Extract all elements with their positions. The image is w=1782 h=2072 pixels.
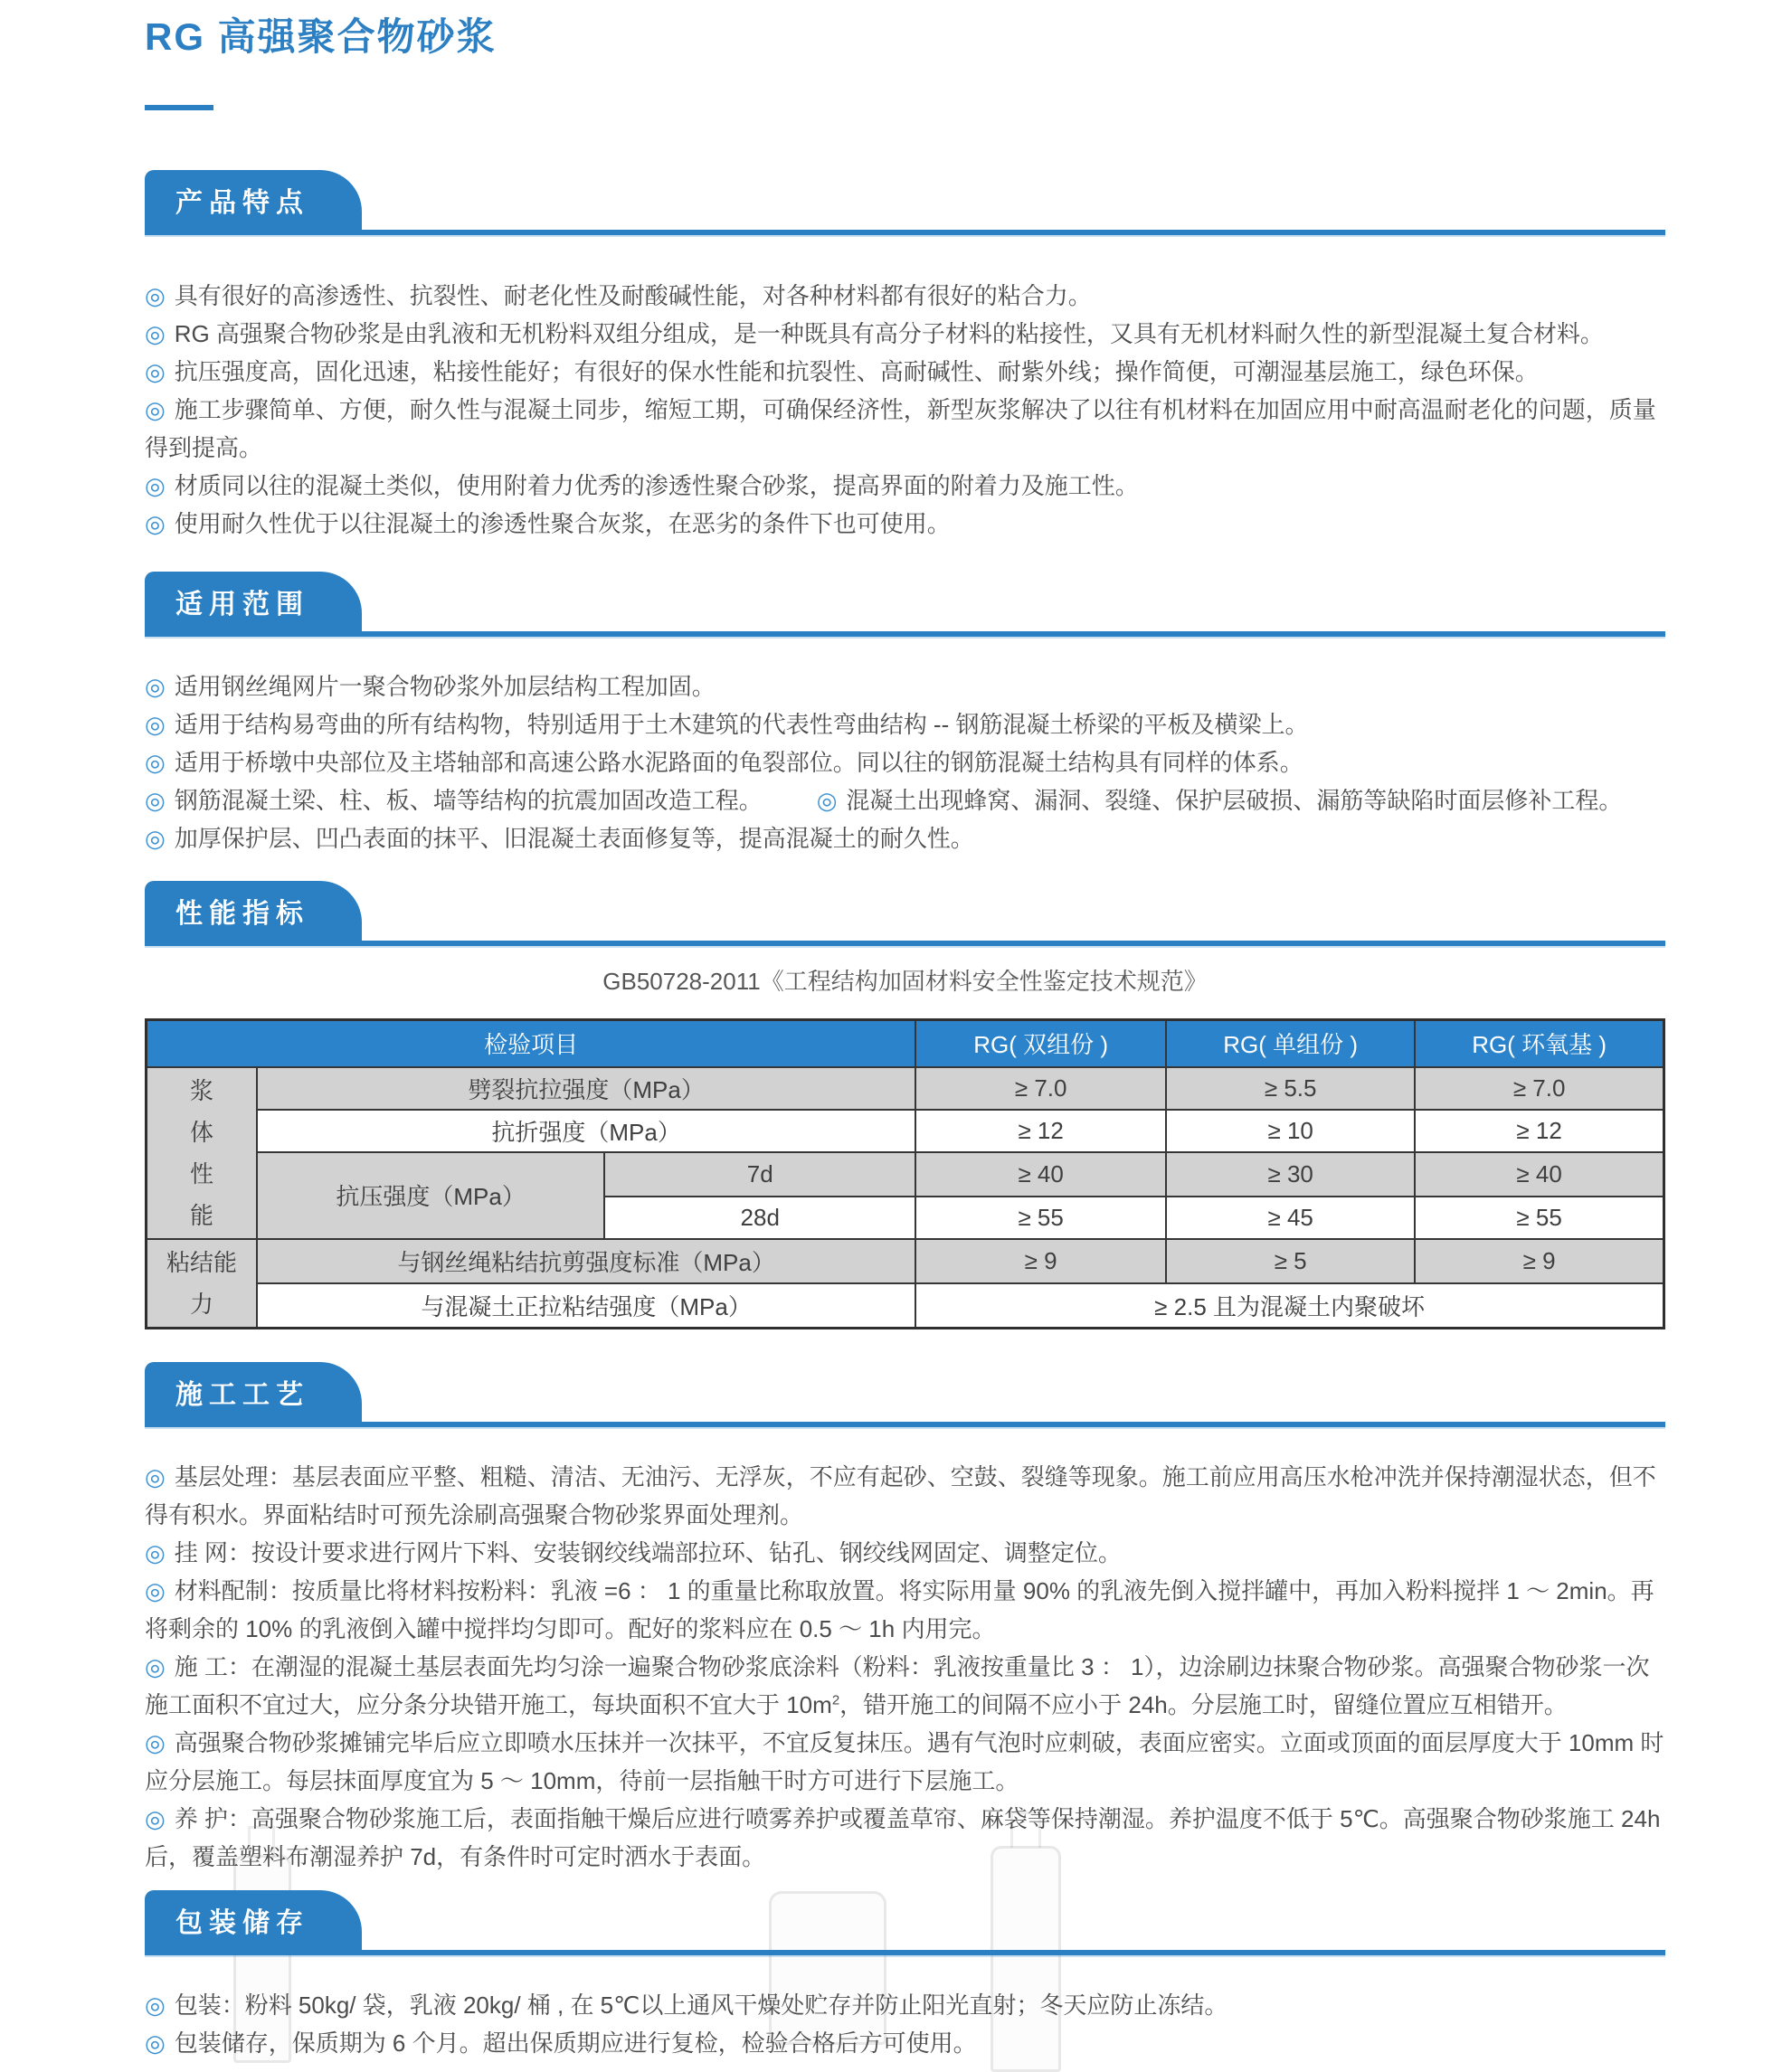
table-row <box>147 1152 1664 1197</box>
bullet-icon: ◎ <box>145 787 166 814</box>
list-item-text: 施 工：在潮湿的混凝土基层表面先均匀涂一遍聚合物砂浆底涂料（粉料：乳液按重量比 3 ： 1），边涂刷边抹聚合物砂浆。高强聚合物砂浆一次施工面积不宜过大，应分条分块错开施工，每块面积不宜大于 10m <box>145 1652 1650 1718</box>
list-item <box>145 1458 1665 1534</box>
table-cell-item: 与混凝土正拉粘结强度（MPa） <box>257 1283 915 1328</box>
table-cell-value: ≥ 40 <box>915 1152 1166 1197</box>
table-cell-value: ≥ 12 <box>915 1110 1166 1152</box>
bullet-icon: ◎ <box>145 472 166 499</box>
performance-table <box>145 1018 1665 1329</box>
column-header: RG( 单组份 ) <box>1166 1020 1415 1067</box>
list-item <box>145 1572 1665 1648</box>
section-scope <box>145 572 1665 857</box>
bullet-icon: ◎ <box>145 1538 166 1566</box>
section-header-features <box>145 170 1665 235</box>
table-cell-item: 抗折强度（MPa） <box>257 1110 915 1152</box>
section-process <box>145 1362 1665 1876</box>
table-cell-value: ≥ 9 <box>1415 1239 1664 1283</box>
table-header-row <box>147 1020 1664 1067</box>
list-item <box>145 467 1665 505</box>
list-item-text: 适用于桥墩中央部位及主塔轴部和高速公路水泥路面的龟裂部位。同以往的钢筋混凝土结构具有同样的体系。 <box>174 749 1303 776</box>
section-header-performance <box>145 881 1665 946</box>
section-header-scope <box>145 572 1665 637</box>
list-item <box>145 1534 1665 1572</box>
list-item <box>145 353 1665 391</box>
list-item <box>145 505 1665 543</box>
packaging-list <box>145 1986 1665 2062</box>
list-item <box>145 315 1665 353</box>
table-cell-value: ≥ 5.5 <box>1166 1067 1415 1110</box>
bullet-icon: ◎ <box>145 1462 166 1490</box>
list-item-text: 养 护：高强聚合物砂浆施工后，表面指触干燥后应进行喷雾养护或覆盖草帘、麻袋等保持潮湿。养护温度不低于 5℃。高强聚合物砂浆施工 24h 后，覆盖塑料布潮湿养护 7d，有条件时可定时洒水于表面。 <box>145 1804 1661 1870</box>
section-rule <box>145 631 1665 637</box>
list-item-text: 加厚保护层、凹凸表面的抹平、旧混凝土表面修复等，提高混凝土的耐久性。 <box>174 825 974 852</box>
bullet-icon: ◎ <box>145 749 166 776</box>
section-header-packaging <box>145 1890 1665 1955</box>
bullet-icon: ◎ <box>145 1804 166 1832</box>
table-cell-value: ≥ 55 <box>1415 1197 1664 1239</box>
list-item-text: 抗压强度高，固化迅速，粘接性能好；有很好的保水性能和抗裂性、高耐碱性、耐紫外线；操作简便，可潮湿基层施工，绿色环保。 <box>174 358 1539 385</box>
list-item-text: 钢筋混凝土梁、柱、板、墙等结构的抗震加固改造工程。 <box>174 787 763 814</box>
list-item-dual <box>145 781 1665 819</box>
table-cell-sub: 28d <box>604 1197 915 1239</box>
bullet-icon: ◎ <box>145 825 166 852</box>
table-cell-value: ≥ 10 <box>1166 1110 1415 1152</box>
table-cell-value: ≥ 30 <box>1166 1152 1415 1197</box>
table-row <box>147 1110 1664 1152</box>
section-heading-label: 适用范围 <box>175 590 309 620</box>
column-header: 检验项目 <box>147 1020 916 1067</box>
list-item-text: 包装储存，保质期为 6 个月。超出保质期应进行复检，检验合格后方可使用。 <box>174 2029 977 2057</box>
table-cell-value: ≥ 7.0 <box>915 1067 1166 1110</box>
list-item-text: 材料配制：按质量比将材料按粉料：乳液 =6 ： 1 的重量比称取放置。将实际用量 90% 的乳液先倒入搅拌罐中，再加入粉料搅拌 1 ～ 2min。再将剩余的 10% 的乳液倒入罐中搅拌均匀即可。配好的浆料应在 0.5 ～ 1h 内用完。 <box>145 1576 1654 1642</box>
list-item <box>145 743 1665 781</box>
list-item-text: 混凝土出现蜂窝、漏洞、裂缝、保护层破损、漏筋等缺陷时面层修补工程。 <box>846 787 1623 814</box>
section-header-process <box>145 1362 1665 1427</box>
list-item-text: 适用于结构易弯曲的所有结构物，特别适用于土木建筑的代表性弯曲结构 -- 钢筋混凝土桥梁的平板及横梁上。 <box>174 711 1309 738</box>
table-caption: GB50728-2011《工程结构加固材料安全性鉴定技术规范》 <box>602 968 1208 995</box>
list-item-text: 基层处理：基层表面应平整、粗糙、清洁、无油污、无浮灰，不应有起砂、空鼓、裂缝等现象。施工前应用高压水枪冲洗并保持潮湿状态，但不得有积水。界面粘结时可预先涂刷高强聚合物砂浆界面处理剂。 <box>145 1462 1656 1528</box>
table-cell-item: 抗压强度（MPa） <box>257 1152 604 1239</box>
section-heading-badge <box>145 170 362 230</box>
table-row <box>147 1067 1664 1110</box>
table-cell-value: ≥ 55 <box>915 1197 1166 1239</box>
table-cell-value: ≥ 7.0 <box>1415 1067 1664 1110</box>
bullet-icon: ◎ <box>145 2029 166 2057</box>
list-item-text: 包装：粉料 50kg/ 袋，乳液 20kg/ 桶 , 在 5℃以上通风干燥处贮存并防止阳光直射；冬天应防止冻结。 <box>174 1991 1228 2019</box>
section-rule <box>145 230 1665 235</box>
list-item <box>145 2024 1665 2062</box>
section-rule <box>145 941 1665 946</box>
list-item-text: 挂 网：按设计要求进行网片下料、安装钢绞线端部拉环、钻孔、钢绞线网固定、调整定位。 <box>174 1538 1122 1566</box>
bullet-icon: ◎ <box>145 1991 166 2019</box>
section-heading-badge <box>145 1362 362 1422</box>
features-list <box>145 277 1665 543</box>
table-cell-value: ≥ 12 <box>1415 1110 1664 1152</box>
bullet-icon: ◎ <box>145 673 166 700</box>
table-cell-value: ≥ 9 <box>915 1239 1166 1283</box>
table-cell-value-span: ≥ 2.5 且为混凝土内聚破坏 <box>915 1283 1664 1328</box>
list-item <box>145 1800 1665 1876</box>
section-heading-label: 产品特点 <box>175 188 309 218</box>
bullet-icon: ◎ <box>145 358 166 385</box>
section-packaging <box>145 1890 1665 2062</box>
table-cell-item: 与钢丝绳粘结抗剪强度标准（MPa） <box>257 1239 915 1283</box>
table-cell-value: ≥ 5 <box>1166 1239 1415 1283</box>
list-item <box>145 819 1665 857</box>
bullet-icon: ◎ <box>816 787 838 814</box>
column-header: RG( 双组份 ) <box>915 1020 1166 1067</box>
table-cell-value: ≥ 40 <box>1415 1152 1664 1197</box>
superscript: 2 <box>831 1691 840 1708</box>
table-cell-value: ≥ 45 <box>1166 1197 1415 1239</box>
bullet-icon: ◎ <box>145 1652 166 1680</box>
bullet-icon: ◎ <box>145 396 166 423</box>
bullet-icon: ◎ <box>145 1576 166 1604</box>
list-item-text: 施工步骤简单、方便，耐久性与混凝土同步，缩短工期，可确保经济性，新型灰浆解决了以往有机材料在加固应用中耐高温耐老化的问题，质量得到提高。 <box>145 396 1656 461</box>
process-list <box>145 1458 1665 1876</box>
column-header: RG( 环氧基 ) <box>1415 1020 1664 1067</box>
section-features <box>145 170 1665 543</box>
section-heading-badge <box>145 572 362 631</box>
row-group-label: 浆 体 性 能 <box>147 1067 257 1239</box>
list-item-text: 高强聚合物砂浆摊铺完毕后应立即喷水压抹并一次抹平，不宜反复抹压。遇有气泡时应刺破，表面应密实。立面或顶面的面层厚度大于 10mm 时应分层施工。每层抹面厚度宜为 5 ～ 10mm，待前一层指触干时方可进行下层施工。 <box>145 1728 1664 1794</box>
bullet-icon: ◎ <box>145 510 166 537</box>
scope-list <box>145 667 1665 857</box>
list-item-text: RG 高强聚合物砂浆是由乳液和无机粉料双组分组成，是一种既具有高分子材料的粘接性，又具有无机材料耐久性的新型混凝土复合材料。 <box>174 320 1604 347</box>
list-item <box>145 277 1665 315</box>
section-heading-badge <box>145 1890 362 1950</box>
section-rule <box>145 1950 1665 1955</box>
list-item-text: 具有很好的高渗透性、抗裂性、耐老化性及耐酸碱性能，对各种材料都有很好的粘合力。 <box>174 282 1092 309</box>
section-heading-label: 包装储存 <box>175 1907 309 1938</box>
bullet-icon: ◎ <box>145 320 166 347</box>
list-item <box>145 1648 1665 1724</box>
document-page <box>145 0 1665 2062</box>
title-underline <box>145 105 213 110</box>
section-heading-label: 施工工艺 <box>175 1379 309 1410</box>
table-cell-item: 劈裂抗拉强度（MPa） <box>257 1067 915 1110</box>
table-row <box>147 1239 1664 1283</box>
list-item <box>145 1724 1665 1800</box>
list-item <box>145 667 1665 705</box>
table-cell-sub: 7d <box>604 1152 915 1197</box>
list-item <box>145 1986 1665 2024</box>
page-title: RG 高强聚合物砂浆 <box>145 15 497 58</box>
bullet-icon: ◎ <box>145 1728 166 1756</box>
table-row <box>147 1283 1664 1328</box>
bullet-icon: ◎ <box>145 711 166 738</box>
list-item <box>145 705 1665 743</box>
list-item-text: 使用耐久性优于以往混凝土的渗透性聚合灰浆，在恶劣的条件下也可使用。 <box>174 510 951 537</box>
list-item-text: 适用钢丝绳网片一聚合物砂浆外加层结构工程加固。 <box>174 673 716 700</box>
section-performance <box>145 881 1665 1329</box>
section-heading-badge <box>145 881 362 941</box>
list-item-text: ，错开施工的间隔不应小于 24h。分层施工时，留缝位置应互相错开。 <box>839 1690 1568 1718</box>
section-rule <box>145 1422 1665 1427</box>
list-item-text: 材质同以往的混凝土类似，使用附着力优秀的渗透性聚合砂浆，提高界面的附着力及施工性。 <box>174 472 1139 499</box>
section-heading-label: 性能指标 <box>175 899 309 929</box>
bullet-icon: ◎ <box>145 282 166 309</box>
list-item <box>145 391 1665 467</box>
row-group-label: 粘结能 力 <box>147 1239 257 1329</box>
